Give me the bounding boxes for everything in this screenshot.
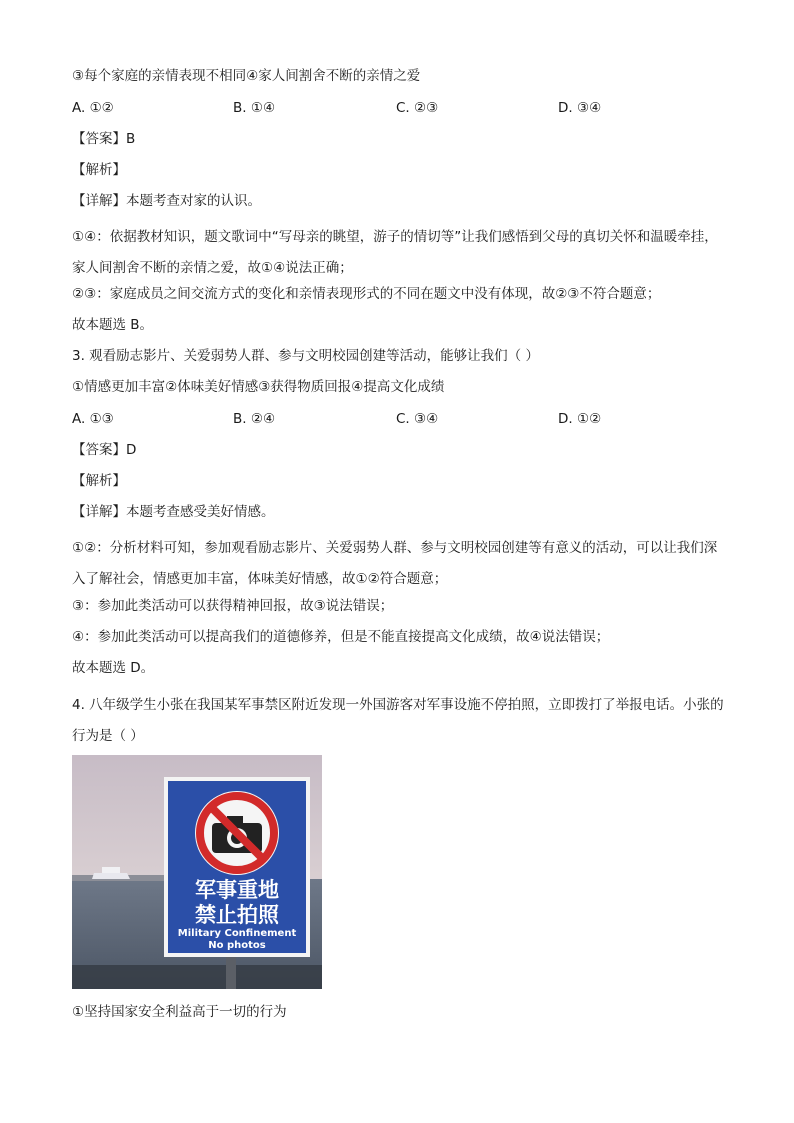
sign-line-2: 禁止拍照 — [195, 903, 279, 927]
q2-conclusion: 故本题选 B。 — [72, 317, 154, 333]
q2-option-b: B. ①④ — [233, 100, 276, 116]
q4-stem: 4. 八年级学生小张在我国某军事禁区附近发现一外国游客对军事设施不停拍照，立即拨打了举报电话。小张的行为是（ ） — [72, 697, 724, 744]
q3-conclusion: 故本题选 D。 — [72, 660, 155, 676]
q2-detail: 【详解】本题考查对家的认识。 — [72, 193, 261, 209]
q3-option-d: D. ①② — [558, 411, 602, 427]
q3-option-c: C. ③④ — [396, 411, 439, 427]
q2-analysis-label: 【解析】 — [72, 162, 126, 178]
q3-statements: ①情感更加丰富②体味美好情感③获得物质回报④提高文化成绩 — [72, 379, 445, 395]
q3-option-b: B. ②④ — [233, 411, 276, 427]
shore-rocks — [72, 965, 322, 989]
military-sign-photo — [72, 755, 322, 989]
q2-explanation-2: ②③：家庭成员之间交流方式的变化和亲情表现形式的不同在题文中没有体现，故②③不符合题意； — [72, 286, 661, 302]
q3-analysis-label: 【解析】 — [72, 473, 126, 489]
ship — [92, 873, 130, 879]
q2-statement-line: ③每个家庭的亲情表现不相同④家人间割舍不断的亲情之爱 — [72, 68, 421, 84]
sign-line-1: 军事重地 — [195, 878, 279, 902]
sign-line-4: No photos — [208, 940, 266, 951]
q2-explanation-1: ①④：依据教材知识，题文歌词中“写母亲的眺望，游子的情切等”让我们感悟到父母的真切关怀和温暖牵挂，家人间割舍不断的亲情之爱，故①④说法正确； — [72, 229, 718, 276]
q3-explanation-2: ③：参加此类活动可以获得精神回报，故③说法错误； — [72, 598, 394, 614]
q4-statement-1: ①坚持国家安全利益高于一切的行为 — [72, 1004, 287, 1020]
q3-explanation-3: ④：参加此类活动可以提高我们的道德修养，但是不能直接提高文化成绩，故④说法错误； — [72, 629, 610, 645]
q2-option-d: D. ③④ — [558, 100, 602, 116]
q3-stem: 3. 观看励志影片、关爱弱势人群、参与文明校园创建等活动，能够让我们（ ） — [72, 348, 539, 364]
q2-answer: 【答案】B — [72, 131, 136, 147]
q3-detail: 【详解】本题考查感受美好情感。 — [72, 504, 275, 520]
ship-cabin — [102, 867, 120, 873]
q2-option-a: A. ①② — [72, 100, 114, 116]
sign-photo-svg — [72, 755, 322, 989]
q2-option-c: C. ②③ — [396, 100, 439, 116]
q3-explanation-1: ①②：分析材料可知，参加观看励志影片、关爱弱势人群、参与文明校园创建等有意义的活动，可以让我们深入了解社会，情感更加丰富，体味美好情感，故①②符合题意； — [72, 540, 718, 587]
q3-option-a: A. ①③ — [72, 411, 114, 427]
q3-answer: 【答案】D — [72, 442, 137, 458]
sign-line-3: Military Confinement — [177, 928, 297, 939]
